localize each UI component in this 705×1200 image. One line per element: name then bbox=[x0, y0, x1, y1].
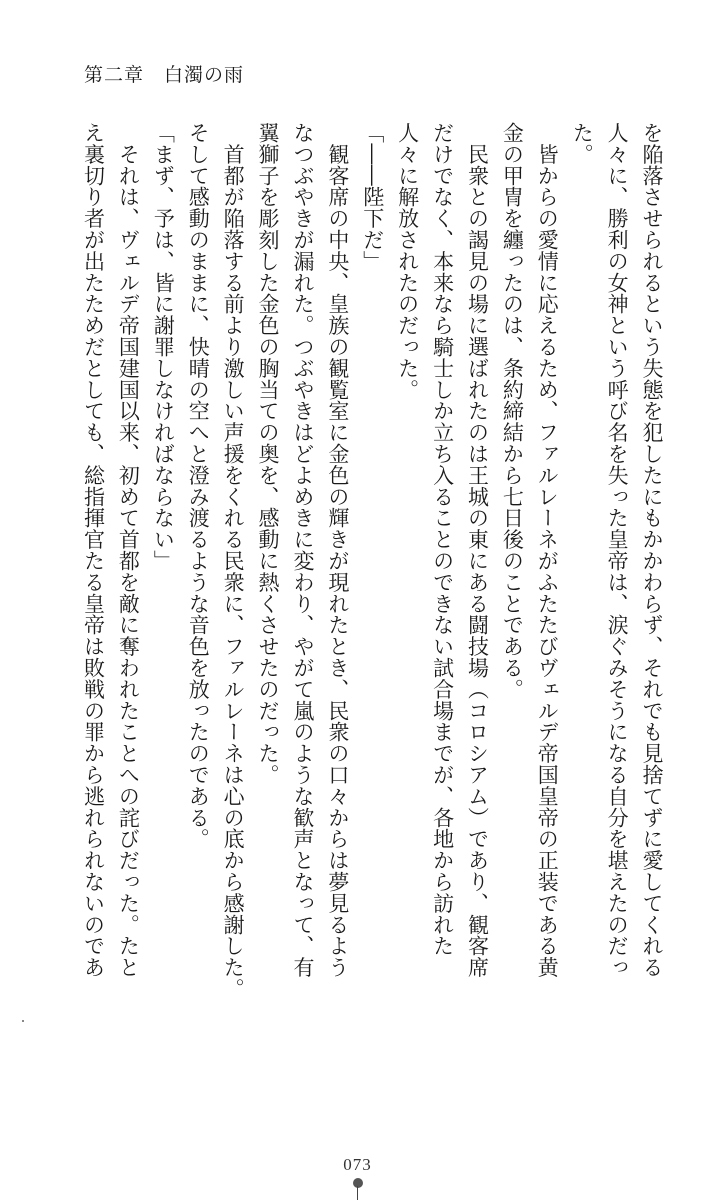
chapter-header: 第二章 白濁の雨 bbox=[84, 64, 245, 86]
text-column: 「まず、予は、皆に謝罪しなければならない」 bbox=[151, 122, 176, 572]
page-marker-dot-icon bbox=[353, 1178, 363, 1188]
text-column: 観客席の中央、皇族の観覧室に金色の輝きが現れたとき、民衆の口々からは夢見るよう bbox=[325, 122, 350, 978]
text-column: 翼獅子を彫刻した金色の胸当ての奥を、感動に熱くさせたのだった。 bbox=[256, 122, 281, 786]
text-column: え裏切り者が出たためだとしても、総指揮官たる皇帝は敗戦の罪から逃れられないのであ bbox=[81, 122, 106, 978]
text-column: を陥落させられるという失態を犯したにもかかわらず、それでも見捨てずに愛してくれる bbox=[640, 122, 664, 978]
text-column: 人々に解放されたのだった。 bbox=[395, 122, 420, 401]
text-column: た。 bbox=[570, 122, 595, 165]
text-column: 金の甲冑を纏ったのは、条約締結から七日後のことである。 bbox=[500, 122, 525, 700]
text-column: 人々に、勝利の女神という呼び名を失った皇帝は、涙ぐみそうになる自分を堪えたのだっ bbox=[605, 122, 630, 978]
page-marker-line bbox=[357, 1186, 358, 1200]
text-column: そして感動のままに、快晴の空へと澄み渡るような音色を放ったのである。 bbox=[186, 122, 211, 850]
text-column: 首都が陥落する前より激しい声援をくれる民衆に、ファルレーネは心の底から感謝した。 bbox=[221, 122, 246, 1000]
text-column: なつぶやきが漏れた。つぶやきはどよめきに変わり、やがて嵐のような歓声となって、有 bbox=[290, 122, 315, 978]
text-column: 皆からの愛情に応えるため、ファルレーネがふたたびヴェルデ帝国皇帝の正装である黄 bbox=[535, 122, 560, 978]
text-column: 「――陛下だ」 bbox=[360, 122, 385, 272]
vertical-body-text bbox=[76, 122, 669, 1000]
text-column: 民衆との謁見の場に選ばれたのは王城の東にある闘技場（コロシアム）であり、観客席 bbox=[465, 122, 490, 978]
text-column: だけでなく、本来なら騎士しか立ち入ることのできない試合場までが、各地から訪れた bbox=[430, 122, 455, 957]
text-column: それは、ヴェルデ帝国建国以来、初めて首都を敵に奪われたことへの詫びだった。たと bbox=[116, 122, 141, 978]
scan-speck bbox=[22, 1020, 24, 1022]
page-number: 073 bbox=[343, 1155, 372, 1174]
